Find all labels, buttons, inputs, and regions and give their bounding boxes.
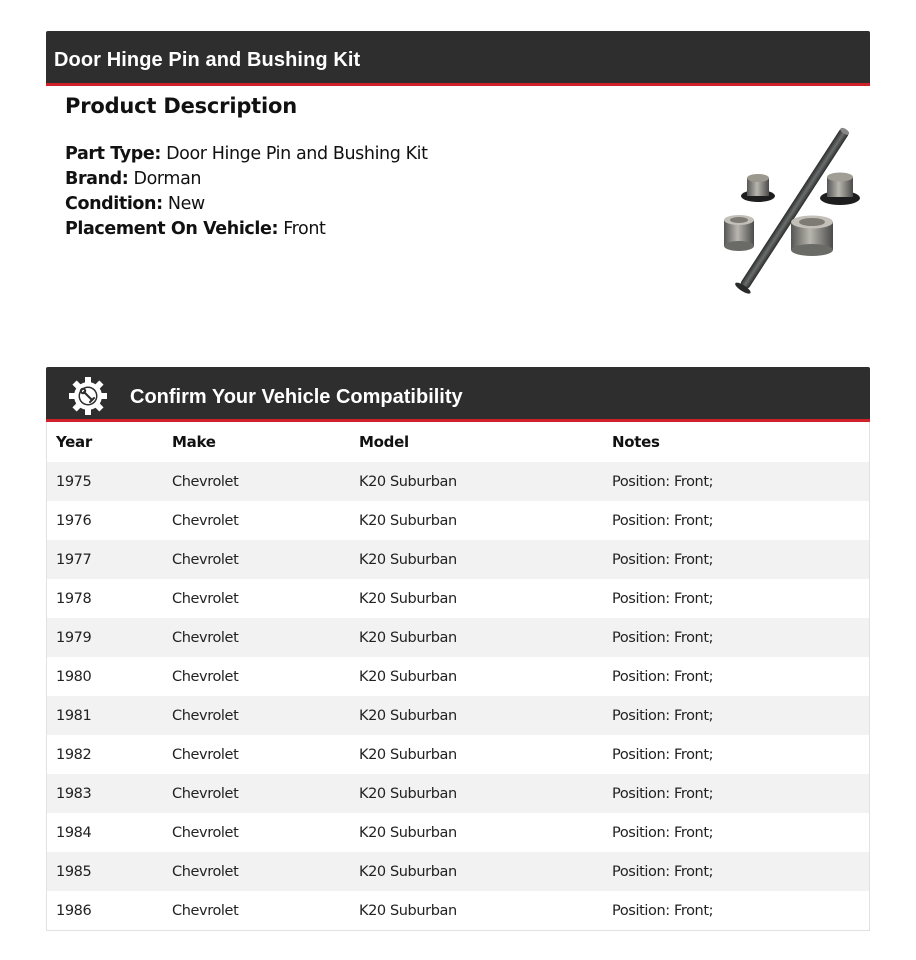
- gear-wrench-icon: [68, 376, 108, 416]
- brand-row: [65, 167, 665, 192]
- model-cell: K20 Suburban: [359, 551, 457, 568]
- model-cell: K20 Suburban: [359, 824, 457, 841]
- table-row: [47, 696, 869, 735]
- field-label: Placement On Vehicle:: [65, 219, 279, 239]
- year-cell: 1981: [56, 707, 92, 724]
- column-year: Year: [56, 433, 92, 451]
- product-title-bar: [46, 31, 870, 86]
- make-cell: Chevrolet: [172, 629, 239, 646]
- year-cell: 1975: [56, 473, 92, 490]
- year-cell: 1986: [56, 902, 92, 919]
- notes-cell: Position: Front;: [612, 551, 714, 568]
- condition-row: [65, 192, 665, 217]
- model-cell: K20 Suburban: [359, 629, 457, 646]
- field-value: Dorman: [133, 169, 202, 189]
- compatibility-title: Confirm Your Vehicle Compatibility: [130, 386, 463, 408]
- product-description: [65, 94, 665, 242]
- make-cell: Chevrolet: [172, 590, 239, 607]
- make-cell: Chevrolet: [172, 824, 239, 841]
- model-cell: K20 Suburban: [359, 668, 457, 685]
- year-cell: 1984: [56, 824, 92, 841]
- year-cell: 1983: [56, 785, 92, 802]
- compatibility-table: [46, 422, 870, 931]
- model-cell: K20 Suburban: [359, 473, 457, 490]
- field-value: New: [167, 194, 205, 214]
- placement-row: [65, 217, 665, 242]
- year-cell: 1980: [56, 668, 92, 685]
- field-label: Condition:: [65, 194, 163, 214]
- field-label: Brand:: [65, 169, 129, 189]
- make-cell: Chevrolet: [172, 707, 239, 724]
- make-cell: Chevrolet: [172, 512, 239, 529]
- column-model: Model: [359, 433, 409, 451]
- column-make: Make: [172, 433, 216, 451]
- model-cell: K20 Suburban: [359, 707, 457, 724]
- notes-cell: Position: Front;: [612, 707, 714, 724]
- field-value: Front: [283, 219, 326, 239]
- field-label: Part Type:: [65, 144, 161, 164]
- table-row: [47, 540, 869, 579]
- make-cell: Chevrolet: [172, 746, 239, 763]
- make-cell: Chevrolet: [172, 785, 239, 802]
- table-row: [47, 618, 869, 657]
- model-cell: K20 Suburban: [359, 902, 457, 919]
- notes-cell: Position: Front;: [612, 785, 714, 802]
- model-cell: K20 Suburban: [359, 785, 457, 802]
- table-row: [47, 774, 869, 813]
- notes-cell: Position: Front;: [612, 863, 714, 880]
- column-notes: Notes: [612, 433, 660, 451]
- year-cell: 1985: [56, 863, 92, 880]
- product-title: Door Hinge Pin and Bushing Kit: [54, 49, 361, 71]
- product-image: [718, 112, 868, 310]
- year-cell: 1979: [56, 629, 92, 646]
- notes-cell: Position: Front;: [612, 590, 714, 607]
- table-row: [47, 501, 869, 540]
- make-cell: Chevrolet: [172, 551, 239, 568]
- field-value: Door Hinge Pin and Bushing Kit: [166, 144, 428, 164]
- model-cell: K20 Suburban: [359, 746, 457, 763]
- notes-cell: Position: Front;: [612, 824, 714, 841]
- part-type-row: [65, 142, 665, 167]
- year-cell: 1976: [56, 512, 92, 529]
- notes-cell: Position: Front;: [612, 629, 714, 646]
- compatibility-bar: [46, 367, 870, 422]
- notes-cell: Position: Front;: [612, 902, 714, 919]
- model-cell: K20 Suburban: [359, 512, 457, 529]
- notes-cell: Position: Front;: [612, 746, 714, 763]
- year-cell: 1977: [56, 551, 92, 568]
- table-row: [47, 579, 869, 618]
- make-cell: Chevrolet: [172, 668, 239, 685]
- notes-cell: Position: Front;: [612, 668, 714, 685]
- make-cell: Chevrolet: [172, 902, 239, 919]
- year-cell: 1978: [56, 590, 92, 607]
- description-heading: Product Description: [65, 94, 297, 118]
- table-header-row: [47, 422, 869, 462]
- table-row: [47, 813, 869, 852]
- table-row: [47, 735, 869, 774]
- table-row: [47, 891, 869, 930]
- notes-cell: Position: Front;: [612, 512, 714, 529]
- year-cell: 1982: [56, 746, 92, 763]
- model-cell: K20 Suburban: [359, 863, 457, 880]
- make-cell: Chevrolet: [172, 473, 239, 490]
- table-row: [47, 462, 869, 501]
- table-row: [47, 657, 869, 696]
- model-cell: K20 Suburban: [359, 590, 457, 607]
- table-row: [47, 852, 869, 891]
- notes-cell: Position: Front;: [612, 473, 714, 490]
- make-cell: Chevrolet: [172, 863, 239, 880]
